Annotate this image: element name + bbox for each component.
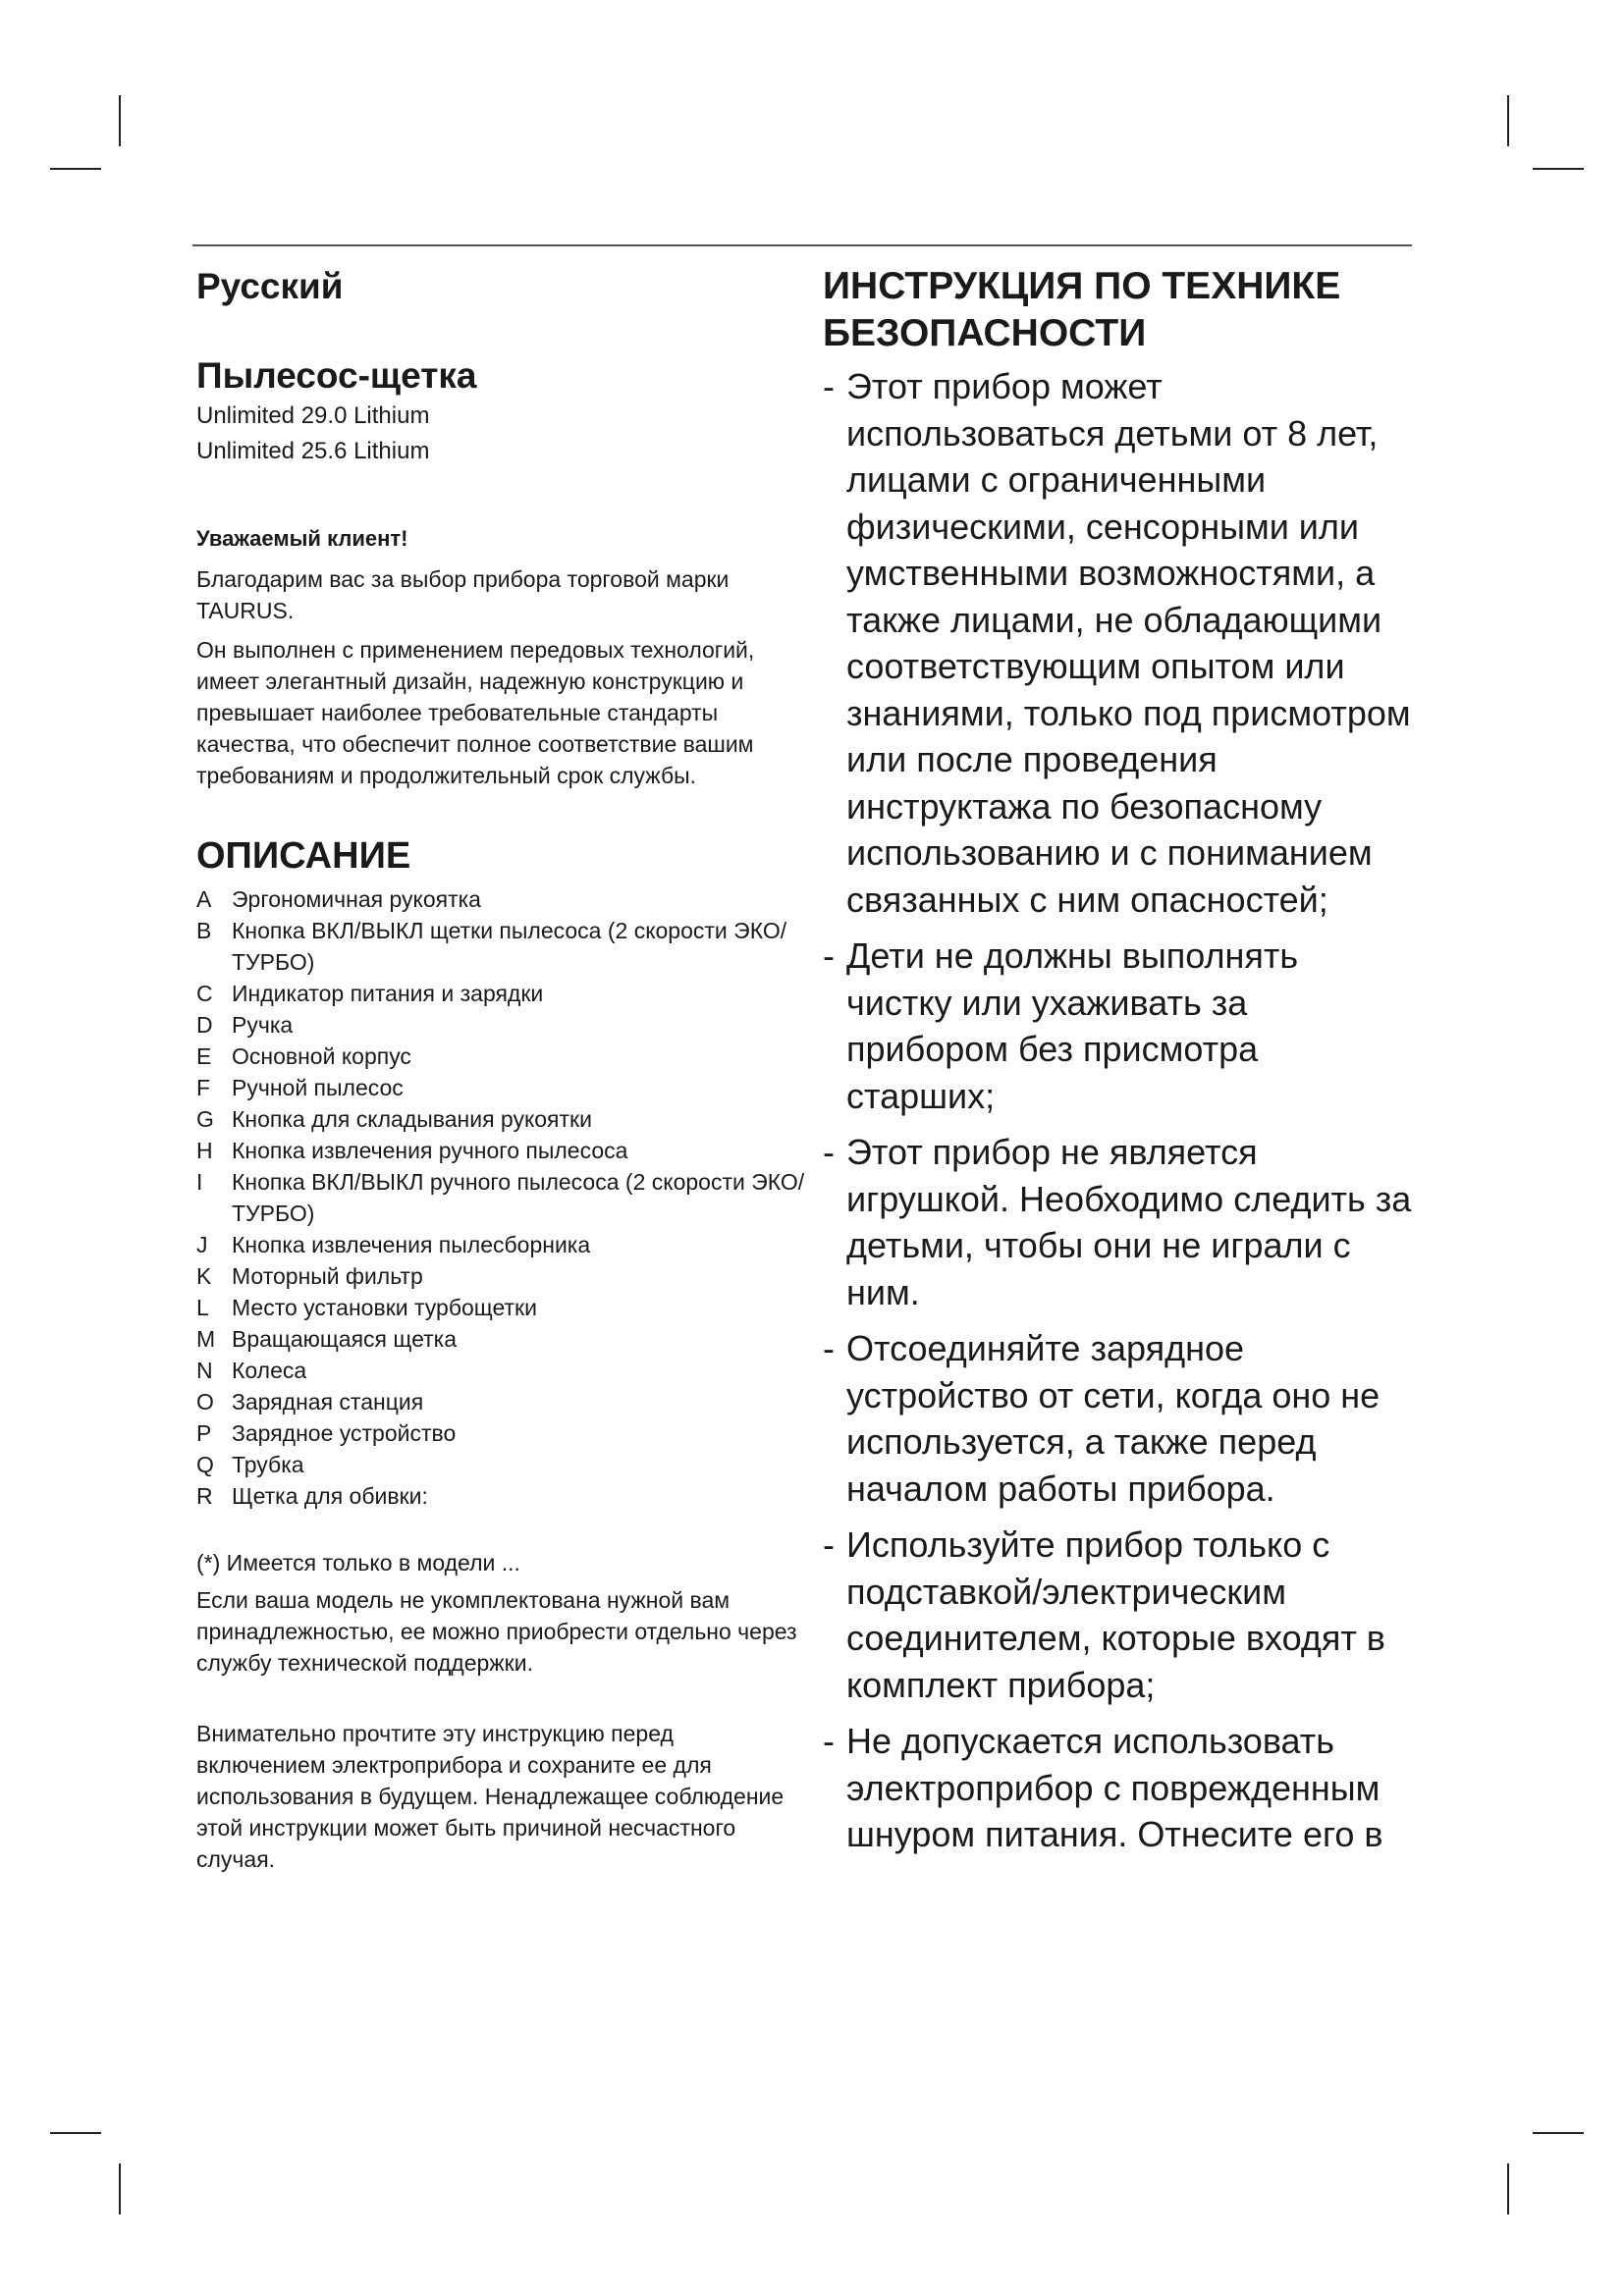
dash-bullet: - [823,1721,835,1761]
crop-mark-top-right-horizontal [1533,168,1584,170]
part-text: Индикатор питания и зарядки [232,981,544,1006]
reminder-paragraph: Внимательно прочтите эту инструкцию перед включением электроприбора и сохраните ее для использования в будущем. Ненадлежащее соблюдение этой инструкции может быть причиной несчастного случая. [196,1721,785,1872]
availability-note: (*) Имеется только в модели ... [196,1550,520,1575]
parts-list-item [196,1260,805,1292]
part-letter: A [196,886,212,912]
support-paragraph: Если ваша модель не укомплектована нужной вам принадлежностью, ее можно приобрести отдельно через службу технической поддержки. [196,1587,797,1676]
dash-bullet: - [823,1524,835,1565]
part-letter: L [196,1295,209,1320]
part-text: Щетка для обивки: [232,1483,428,1509]
part-text: Вращающаяся щетка [232,1326,457,1352]
safety-title: ИНСТРУКЦИЯ ПО ТЕХНИКЕ БЕЗОПАСНОСТИ [823,265,1341,354]
safety-item [823,1325,1412,1512]
parts-list-item [196,1292,805,1323]
part-text: Зарядное устройство [232,1420,457,1446]
crop-mark-top-right-vertical [1507,95,1509,146]
description-title: ОПИСАНИЕ [196,835,411,877]
part-text: Кнопка ВКЛ/ВЫКЛ ручного пылесоса (2 скорости ЭКО/ТУРБО) [232,1169,805,1226]
part-letter: M [196,1326,216,1352]
safety-text: Используйте прибор только с подставкой/электрическим соединителем, которые входят в комплект прибора; [846,1524,1385,1705]
part-letter: P [196,1420,212,1446]
intro-paragraph: Благодарим вас за выбор прибора торговой марки TAURUS. [196,566,730,623]
safety-text: Этот прибор может использоваться детьми от 8 лет, лицами с ограниченными физическими, сенсорными или умственными возможностями, а также лицами, не обладающими соответствующим опытом или знаниями, только под присмотром или после проведения инструктажа по безопасному использованию и с пониманием связанных с ним опасностей; [846,366,1411,920]
crop-mark-bottom-left-horizontal [50,2132,101,2134]
part-letter: O [196,1389,214,1415]
part-letter: F [196,1075,211,1100]
part-text: Ручной пылесос [232,1075,404,1100]
model-name: Unlimited 29.0 Lithium [196,402,430,429]
parts-list-item [196,883,805,915]
part-text: Кнопка ВКЛ/ВЫКЛ щетки пылесоса (2 скорости ЭКО/ТУРБО) [232,918,787,975]
part-letter: B [196,918,212,943]
part-letter: J [196,1232,208,1257]
safety-item [823,933,1412,1119]
parts-list-item [196,1041,805,1072]
part-text: Кнопка извлечения ручного пылесоса [232,1138,628,1163]
product-title: Пылесос-щетка [196,355,477,396]
parts-list-item [196,978,805,1009]
parts-list-item [196,1449,805,1480]
parts-list-item [196,1480,805,1512]
top-rule [192,244,1412,246]
parts-list-item [196,1417,805,1449]
language-heading: Русский [196,266,344,306]
parts-list-item [196,1323,805,1355]
parts-list [196,883,805,1512]
part-text: Эргономичная рукоятка [232,886,481,912]
part-text: Колеса [232,1358,307,1383]
crop-mark-bottom-left-vertical [119,2163,121,2215]
crop-mark-bottom-right-vertical [1507,2163,1509,2215]
safety-text: Этот прибор не является игрушкой. Необходимо следить за детьми, чтобы они не играли с ним. [846,1132,1412,1312]
crop-mark-top-left-horizontal [50,168,101,170]
part-text: Моторный фильтр [232,1263,423,1289]
part-letter: N [196,1358,213,1383]
part-letter: K [196,1263,212,1289]
part-letter: H [196,1138,213,1163]
parts-list-item [196,1072,805,1103]
dash-bullet: - [823,1132,835,1172]
part-letter: I [196,1169,203,1195]
parts-list-item [196,1103,805,1135]
part-text: Кнопка извлечения пылесборника [232,1232,591,1257]
parts-list-item [196,1229,805,1260]
parts-list-item [196,1386,805,1417]
safety-list [823,363,1412,1858]
part-text: Кнопка для складывания рукоятки [232,1106,592,1132]
intro-paragraph: Он выполнен с применением передовых технологий, имеет элегантный дизайн, надежную конструкцию и превышает наиболее требовательные стандарты качества, что обеспечит полное соответствие вашим требованиям и продолжительный срок службы. [196,637,755,788]
part-text: Основной корпус [232,1043,411,1069]
part-letter: G [196,1106,214,1132]
part-letter: Q [196,1452,214,1477]
crop-mark-top-left-vertical [119,95,121,146]
safety-text: Не допускается использовать электроприбор с поврежденным шнуром питания. Отнесите его в [846,1721,1383,1854]
parts-list-item [196,1355,805,1386]
part-letter: R [196,1483,213,1509]
dash-bullet: - [823,935,835,976]
dash-bullet: - [823,1328,835,1368]
greeting: Уважаемый клиент! [196,526,408,551]
crop-mark-bottom-right-horizontal [1533,2132,1584,2134]
parts-list-item [196,1166,805,1229]
parts-list-item [196,1135,805,1166]
safety-item [823,1718,1412,1858]
part-text: Трубка [232,1452,304,1477]
dash-bullet: - [823,366,835,406]
part-text: Зарядная станция [232,1389,424,1415]
left-column [196,263,805,1875]
part-text: Место установки турбощетки [232,1295,537,1320]
safety-text: Дети не должны выполнять чистку или ухаживать за прибором без присмотра старших; [846,935,1299,1116]
parts-list-item [196,915,805,978]
safety-item [823,1522,1412,1708]
safety-text: Отсоединяйте зарядное устройство от сети, когда оно не используется, а также перед началом работы прибора. [846,1328,1380,1509]
parts-list-item [196,1009,805,1041]
part-text: Ручка [232,1012,294,1038]
part-letter: E [196,1043,212,1069]
safety-item [823,363,1412,923]
part-letter: D [196,1012,213,1038]
right-column [823,263,1412,1868]
safety-item [823,1129,1412,1315]
part-letter: C [196,981,213,1006]
model-name: Unlimited 25.6 Lithium [196,438,430,464]
